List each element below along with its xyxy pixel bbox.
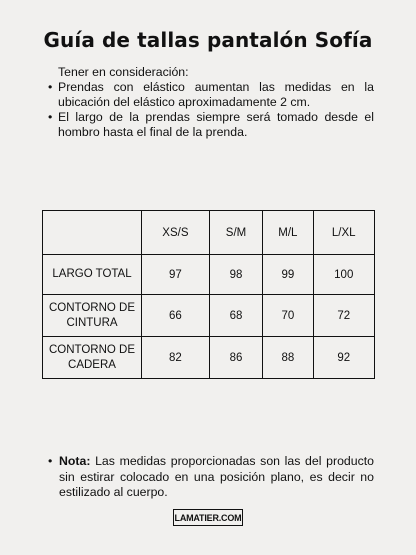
intro-bullet	[48, 80, 374, 110]
row-label-line: CONTORNO DE	[48, 343, 136, 356]
brand-logo: LAMATIER.COM	[173, 509, 243, 526]
header-cell-s-m: S/M	[209, 211, 262, 255]
table-row	[43, 295, 375, 337]
header-cell-m-l: M/L	[263, 211, 313, 255]
table-cell: 98	[209, 255, 262, 295]
table-row	[43, 255, 375, 295]
table-cell: 100	[313, 255, 375, 295]
intro-bullet-text: El largo de la prendas siempre será tomado desde el hombro hasta el final de la prenda.	[58, 110, 374, 139]
intro-lead: Tener en consideración:	[58, 65, 189, 79]
bullet-dot: •	[48, 110, 53, 124]
table-cell: 68	[209, 295, 262, 337]
table-cell: 88	[263, 337, 313, 379]
row-label-line: CADERA	[68, 358, 116, 371]
table-cell: 86	[209, 337, 262, 379]
bullet-dot: •	[48, 454, 53, 468]
table-cell: 82	[142, 337, 210, 379]
header-cell-empty	[43, 211, 142, 255]
bullet-dot: •	[48, 80, 53, 94]
table-cell: 66	[142, 295, 210, 337]
row-label-contorno-cadera	[43, 337, 142, 379]
note-bullet	[48, 454, 374, 501]
intro-bullet-text: Prendas con elástico aumentan las medidas en la ubicación del elástico aproximadamente 2 cm.	[58, 80, 374, 109]
size-table	[42, 210, 375, 379]
note-text: Las medidas proporcionadas son las del producto sin estirar colocado en una posición plano, es decir no estilizado al cuerpo.	[59, 454, 374, 499]
row-label-line: CONTORNO DE	[48, 301, 136, 314]
header-cell-xs-s: XS/S	[142, 211, 210, 255]
table-cell: 70	[263, 295, 313, 337]
table-row	[43, 337, 375, 379]
note-label: Nota:	[59, 454, 91, 468]
table-cell: 99	[263, 255, 313, 295]
table-cell: 97	[142, 255, 210, 295]
intro-section	[48, 65, 374, 140]
page-title: Guía de tallas pantalón Sofía	[43, 28, 373, 52]
row-label-largo-total: LARGO TOTAL	[43, 255, 142, 295]
intro-bullet	[48, 110, 374, 140]
header-cell-l-xl: L/XL	[313, 211, 375, 255]
table-header-row	[43, 211, 375, 255]
table-cell: 92	[313, 337, 375, 379]
table-cell: 72	[313, 295, 375, 337]
row-label-contorno-cintura	[43, 295, 142, 337]
note-section	[48, 454, 374, 501]
row-label-line: CINTURA	[66, 316, 118, 329]
